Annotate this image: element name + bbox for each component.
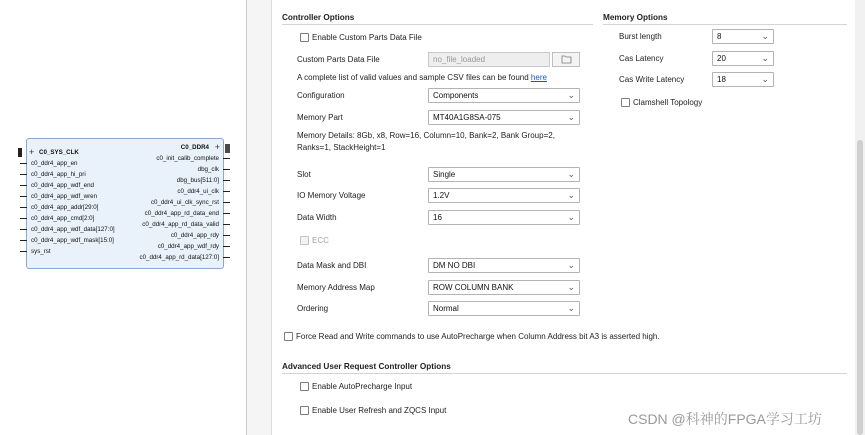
io-voltage-label: IO Memory Voltage bbox=[297, 191, 366, 200]
custom-parts-file-field: no_file_loaded bbox=[428, 52, 550, 67]
force-precharge-checkbox[interactable] bbox=[284, 332, 293, 341]
pin-stub bbox=[223, 235, 230, 236]
advanced-options-rule bbox=[282, 373, 847, 374]
ordering-value: Normal bbox=[433, 304, 459, 313]
pin-stub bbox=[223, 158, 230, 159]
chevron-down-icon: ⌄ bbox=[567, 260, 575, 270]
pin-stub bbox=[20, 207, 27, 208]
output-pin-label[interactable]: c0_ddr4_app_rd_data_valid bbox=[142, 221, 219, 228]
pin-stub bbox=[223, 246, 230, 247]
configuration-value: Components bbox=[433, 91, 479, 100]
burst-length-value: 8 bbox=[717, 32, 722, 41]
autoprecharge-checkbox[interactable] bbox=[300, 382, 309, 391]
pin-stub bbox=[20, 174, 27, 175]
output-pin-label[interactable]: dbg_bus[511:0] bbox=[176, 177, 219, 184]
memory-part-select[interactable] bbox=[428, 110, 580, 125]
csv-note bbox=[297, 72, 547, 84]
data-width-label: Data Width bbox=[297, 213, 337, 222]
chevron-down-icon: ⌄ bbox=[567, 282, 575, 292]
memory-options-rule bbox=[603, 24, 847, 25]
folder-icon bbox=[553, 53, 579, 66]
custom-parts-label: Custom Parts Data File bbox=[297, 55, 380, 64]
output-pin-label[interactable]: c0_init_calib_complete bbox=[156, 155, 219, 162]
output-pin-label[interactable]: c0_ddr4_app_rd_data_end bbox=[144, 210, 219, 217]
sys-clk-bus-port bbox=[18, 148, 22, 157]
scrollbar-thumb[interactable] bbox=[857, 140, 863, 435]
pin-stub bbox=[223, 224, 230, 225]
chevron-down-icon: ⌄ bbox=[567, 112, 575, 122]
gutter bbox=[247, 0, 271, 435]
custom-parts-checkbox-label: Enable Custom Parts Data File bbox=[312, 33, 422, 42]
input-pin-label[interactable]: c0_ddr4_app_cmd[2:0] bbox=[31, 215, 95, 222]
output-pin-label[interactable]: c0_ddr4_ui_clk bbox=[177, 188, 219, 195]
cas-latency-label: Cas Latency bbox=[619, 54, 664, 63]
chevron-down-icon: ⌄ bbox=[567, 90, 575, 100]
input-pin-label[interactable]: c0_ddr4_app_wdf_data[127:0] bbox=[31, 226, 115, 233]
io-voltage-value: 1.2V bbox=[433, 191, 450, 200]
input-pin-label[interactable]: c0_ddr4_app_addr[29:0] bbox=[31, 204, 99, 211]
input-pin-label[interactable]: c0_ddr4_app_hi_pri bbox=[31, 171, 86, 178]
pin-stub bbox=[20, 229, 27, 230]
output-pin-label[interactable]: dbg_clk bbox=[197, 166, 219, 173]
data-mask-value: DM NO DBI bbox=[433, 261, 476, 270]
csv-note-text: A complete list of valid values and sample CSV files can be found bbox=[297, 73, 529, 82]
cas-latency-value: 20 bbox=[717, 54, 726, 63]
browse-file-button[interactable] bbox=[552, 52, 580, 67]
custom-parts-checkbox[interactable] bbox=[300, 33, 309, 42]
user-refresh-label: Enable User Refresh and ZQCS Input bbox=[312, 406, 447, 415]
output-pin-label[interactable]: c0_ddr4_app_rdy bbox=[170, 232, 219, 239]
ordering-label: Ordering bbox=[297, 304, 329, 313]
address-map-select[interactable] bbox=[428, 280, 580, 295]
force-precharge-label: Force Read and Write commands to use AutoPrecharge when Column Address bit A3 is asserted high. bbox=[296, 332, 660, 341]
cas-latency-select[interactable] bbox=[712, 51, 774, 66]
pin-stub bbox=[20, 218, 27, 219]
csv-here-link[interactable]: here bbox=[530, 73, 547, 82]
ip-symbol-panel bbox=[0, 0, 246, 435]
clamshell-label: Clamshell Topology bbox=[633, 98, 703, 107]
input-pin-label[interactable]: c0_ddr4_app_wdf_mask[15:0] bbox=[31, 237, 114, 244]
pin-stub bbox=[20, 251, 27, 252]
ddr4-bus-port bbox=[225, 144, 230, 153]
watermark: CSDN @科神的FPGA学习工坊 bbox=[628, 411, 822, 427]
ecc-checkbox bbox=[300, 236, 309, 245]
address-map-label: Memory Address Map bbox=[297, 283, 375, 292]
pin-stub bbox=[223, 169, 230, 170]
memory-part-label: Memory Part bbox=[297, 113, 343, 122]
output-pin-label[interactable]: c0_ddr4_app_wdf_rdy bbox=[157, 243, 219, 250]
chevron-down-icon: ⌄ bbox=[567, 303, 575, 313]
slot-label: Slot bbox=[297, 170, 311, 179]
output-pin-label[interactable]: c0_ddr4_ui_clk_sync_rst bbox=[150, 199, 219, 206]
clamshell-checkbox[interactable] bbox=[621, 98, 630, 107]
pin-stub bbox=[223, 257, 230, 258]
slot-value: Single bbox=[433, 170, 456, 179]
pin-stub bbox=[223, 213, 230, 214]
pin-stub bbox=[20, 240, 27, 241]
address-map-value: ROW COLUMN BANK bbox=[433, 283, 514, 292]
sys-clk-port-label: C0_SYS_CLK bbox=[39, 149, 79, 156]
configuration-select[interactable] bbox=[428, 88, 580, 103]
cas-write-latency-select[interactable] bbox=[712, 72, 774, 87]
chevron-down-icon: ⌄ bbox=[567, 190, 575, 200]
chevron-down-icon: ⌄ bbox=[761, 31, 769, 41]
ordering-select[interactable] bbox=[428, 301, 580, 316]
controller-options-rule bbox=[282, 24, 593, 25]
memory-options-title: Memory Options bbox=[603, 13, 668, 22]
pin-stub bbox=[20, 196, 27, 197]
user-refresh-checkbox[interactable] bbox=[300, 406, 309, 415]
data-width-value: 16 bbox=[433, 213, 442, 222]
input-pin-label[interactable]: sys_rst bbox=[31, 248, 51, 255]
pin-stub bbox=[20, 185, 27, 186]
expand-ddr4-icon[interactable]: + bbox=[214, 142, 220, 152]
burst-length-label: Burst length bbox=[619, 32, 662, 41]
io-voltage-select[interactable] bbox=[428, 188, 580, 203]
chevron-down-icon: ⌄ bbox=[567, 169, 575, 179]
data-mask-label: Data Mask and DBI bbox=[297, 261, 367, 270]
data-width-select[interactable] bbox=[428, 210, 580, 225]
cas-write-latency-label: Cas Write Latency bbox=[619, 75, 685, 84]
slot-select[interactable] bbox=[428, 167, 580, 182]
ddr4-ip-block[interactable] bbox=[26, 138, 224, 269]
pin-stub bbox=[223, 180, 230, 181]
controller-options-title: Controller Options bbox=[282, 13, 355, 22]
expand-sys-clk-icon[interactable]: + bbox=[29, 147, 35, 157]
cas-write-latency-value: 18 bbox=[717, 75, 726, 84]
chevron-down-icon: ⌄ bbox=[761, 74, 769, 84]
chevron-down-icon: ⌄ bbox=[567, 212, 575, 222]
pin-stub bbox=[20, 163, 27, 164]
configuration-label: Configuration bbox=[297, 91, 345, 100]
chevron-down-icon: ⌄ bbox=[761, 53, 769, 63]
memory-details bbox=[297, 130, 555, 154]
advanced-options-title: Advanced User Request Controller Options bbox=[282, 362, 451, 371]
burst-length-select[interactable] bbox=[712, 29, 774, 44]
autoprecharge-label: Enable AutoPrecharge Input bbox=[312, 382, 413, 391]
input-pin-label[interactable]: c0_ddr4_app_en bbox=[31, 160, 78, 167]
memory-part-value: MT40A1G8SA-075 bbox=[433, 113, 501, 122]
pin-stub bbox=[223, 191, 230, 192]
ddr4-port-label: C0_DDR4 bbox=[180, 144, 209, 151]
ecc-label: ECC bbox=[312, 236, 329, 245]
data-mask-select[interactable] bbox=[428, 258, 580, 273]
output-pin-label[interactable]: c0_ddr4_app_rd_data[127:0] bbox=[139, 254, 219, 261]
input-pin-label[interactable]: c0_ddr4_app_wdf_end bbox=[31, 182, 94, 189]
memory-details-line2: Ranks=1, StackHeight=1 bbox=[297, 143, 386, 152]
input-pin-label[interactable]: c0_ddr4_app_wdf_wren bbox=[31, 193, 98, 200]
pin-stub bbox=[223, 202, 230, 203]
memory-details-line1: Memory Details: 8Gb, x8, Row=16, Column=10, Bank=2, Bank Group=2, bbox=[297, 131, 555, 140]
